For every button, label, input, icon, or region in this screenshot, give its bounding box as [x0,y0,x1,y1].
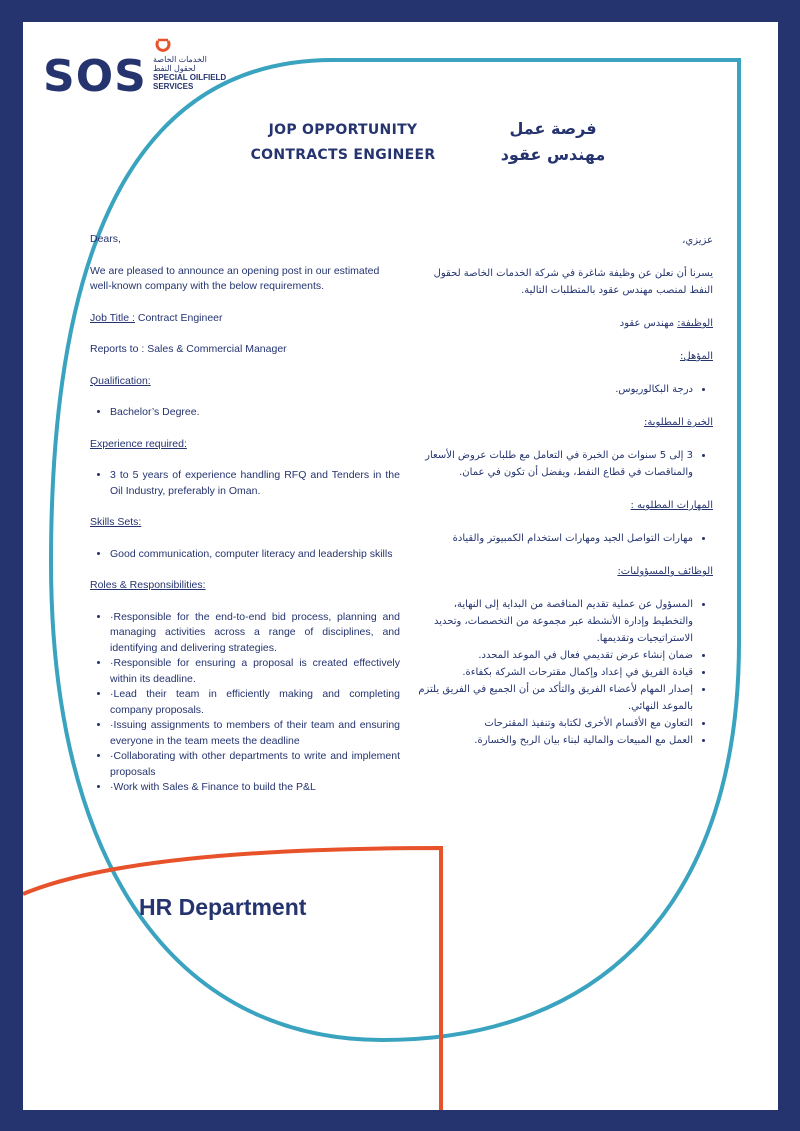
skills-list-ar [415,530,713,547]
logo-tagline [153,55,226,91]
list-item: • ·Lead their team in efficiently making and completing company proposals. [110,687,400,718]
qualification-list-ar [415,381,713,398]
skills-list [90,547,400,563]
logo-english-line2: SERVICES [153,82,194,91]
intro-paragraph: We are pleased to announce an opening post in our estimated well-known company with the below requirements. [90,264,380,292]
list-item: • ·Responsible for ensuring a proposal is created effectively within its deadline. [110,656,400,687]
logo-english-line1: SPECIAL OILFIELD [153,73,227,82]
list-item: • ·Work with Sales & Finance to build the P&L [110,780,400,796]
list-item: • العمل مع المبيعات والمالية لبناء بيان الربح والخسارة. [415,732,693,749]
list-item: • 3 to 5 years of experience handling RFQ and Tenders in the Oil Industry, preferably in Oman. [110,468,400,499]
title-ar-line1: فرصة عمل [509,119,597,138]
job-title-value: Contract Engineer [134,311,223,324]
reports-to-line: Reports to : Sales & Commercial Manager [90,343,287,355]
list-item: • ·Collaborating with other departments to write and implement proposals [110,749,400,780]
list-item: • Bachelor’s Degree. [110,405,400,421]
title-en-line2: CONTRACTS ENGINEER [250,147,436,163]
skills-heading: Skills Sets: [90,516,142,528]
roles-list [90,610,400,796]
job-posting-page [23,22,778,1110]
skills-heading-ar: المهارات المطلوبه : [630,500,713,511]
list-item: • ضمان إنشاء عرض تقديمي فعال في الموعد المحدد. [415,647,693,664]
qualification-heading: Qualification: [90,374,151,387]
list-item: • المسؤول عن عملية تقديم المناقصة من البداية إلى النهاية، والتخطيط وإدارة الأنشطة عبر مجموعة من التخصصات، وتحديد الاستراتيجيات وتقديمها. [415,596,693,647]
job-title-value-ar: مهندس عقود [619,318,678,329]
arabic-column [415,232,713,765]
company-logo [43,37,273,107]
logo-arabic-line2: لحقول النفط [153,64,196,73]
list-item: • Good communication, computer literacy and leadership skills [110,547,400,563]
list-item: • التعاون مع الأقسام الأخرى لكتابة وتنفيذ المقترحات [415,715,693,732]
job-title-label: Job Title : [90,311,135,324]
roles-list-ar [415,596,713,749]
orange-corner-line [23,848,441,1110]
title-english [213,118,473,168]
roles-heading: Roles & Responsibilities: [90,579,206,591]
list-item: • قيادة الفريق في إعداد وإكمال مقترحات الشركة بكفاءة. [415,664,693,681]
job-title-line [90,311,400,327]
experience-list-ar [415,447,713,481]
hr-department-signature: HR Department [139,894,307,920]
list-item: • مهارات التواصل الجيد ومهارات استخدام الكمبيوتر والقيادة [415,530,693,547]
greeting-ar: عزيزي، [682,235,713,246]
list-item: • ·Issuing assignments to members of their team and ensuring everyone in the team meets the deadline [110,718,400,749]
roles-heading-ar: الوظائف والمسؤوليات: [617,566,713,577]
english-column [90,232,400,812]
title-arabic [463,116,643,168]
job-title-label-ar: الوظيفة: [677,318,713,329]
greeting: Dears, [90,233,121,245]
title-en-line1: JOP OPPORTUNITY [268,122,418,138]
intro-paragraph-ar: يسرنا أن نعلن عن وظيفة شاغرة في شركة الخدمات الخاصة لحقول النفط لمنصب مهندس عقود بالمتطلبات التالية. [433,268,713,296]
qualification-list [90,405,400,421]
list-item: • 3 إلى 5 سنوات من الخبرة في التعامل مع طلبات عروض الأسعار والمناقصات في قطاع النفط، ويفضل أن تكون في عمان. [415,447,693,481]
title-ar-line2: مهندس عقود [500,145,606,164]
experience-heading-ar: الخبرة المطلوبة: [643,417,713,428]
list-item: • درجة البكالوريوس. [415,381,693,398]
list-item: • إصدار المهام لأعضاء الفريق والتأكد من أن الجميع في الفريق يلتزم بالموعد النهائي. [415,681,693,715]
logo-brand: SOS [43,51,147,102]
experience-list [90,468,400,499]
logo-ring-icon [153,37,173,55]
qualification-heading-ar: المؤهل: [680,351,713,362]
list-item: • ·Responsible for the end-to-end bid process, planning and managing activities across a range of disciplines, and identifying and delivering strategies. [110,610,400,657]
job-title-line-ar [415,315,713,332]
logo-arabic-line1: الخدمات الخاصة [153,55,207,64]
experience-heading: Experience required: [90,437,187,450]
